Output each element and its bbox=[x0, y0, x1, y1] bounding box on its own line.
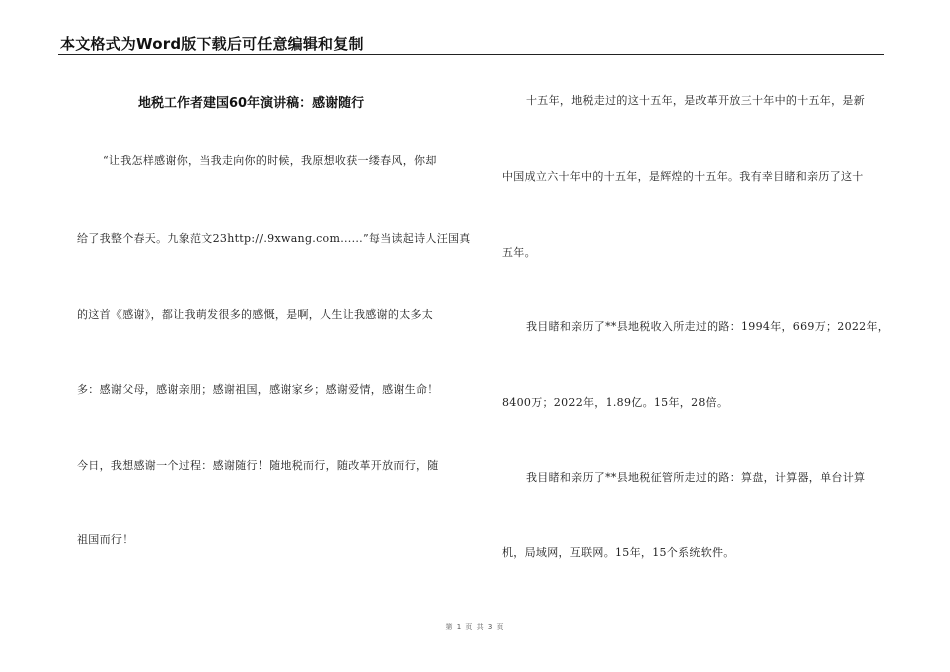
paragraph-line: 机，局域网，互联网。15年，15个系统软件。 bbox=[502, 546, 735, 559]
paragraph-line: 十五年，地税走过的这十五年，是改革开放三十年中的十五年，是新 bbox=[526, 94, 865, 107]
paragraph-line: 8400万；2022年，1.89亿。15年，28倍。 bbox=[502, 396, 729, 409]
banner-rule bbox=[58, 54, 884, 55]
paragraph-line: 我目睹和亲历了**县地税征管所走过的路：算盘，计算器，单台计算 bbox=[526, 471, 866, 484]
paragraph-line: 今日，我想感谢一个过程：感谢随行！随地税而行，随改革开放而行，随 bbox=[77, 459, 439, 472]
paragraph-line: 祖国而行！ bbox=[77, 533, 134, 546]
page-footer: 第 1 页 共 3 页 bbox=[445, 623, 505, 631]
paragraph-line: “让我怎样感谢你，当我走向你的时候，我原想收获一缕春风，你却 bbox=[103, 154, 437, 167]
paragraph-line: 多：感谢父母，感谢亲朋；感谢祖国，感谢家乡；感谢爱情，感谢生命！ bbox=[77, 383, 439, 396]
paragraph-line: 我目睹和亲历了**县地税收入所走过的路：1994年，669万；2022年， bbox=[526, 320, 890, 333]
paragraph-line: 五年。 bbox=[502, 246, 536, 259]
paragraph-line: 给了我整个春天。九象范文23http://.9xwang.com......”每当读起诗人汪国真 bbox=[77, 232, 471, 245]
banner-text: 本文格式为Word版下载后可任意编辑和复制 bbox=[60, 35, 364, 53]
paragraph-line: 的这首《感谢》，都让我萌发很多的感慨，是啊，人生让我感谢的太多太 bbox=[77, 308, 434, 321]
document-title: 地税工作者建国60年演讲稿：感谢随行 bbox=[138, 96, 365, 111]
paragraph-line: 中国成立六十年中的十五年，是辉煌的十五年。我有幸目睹和亲历了这十 bbox=[502, 170, 864, 183]
